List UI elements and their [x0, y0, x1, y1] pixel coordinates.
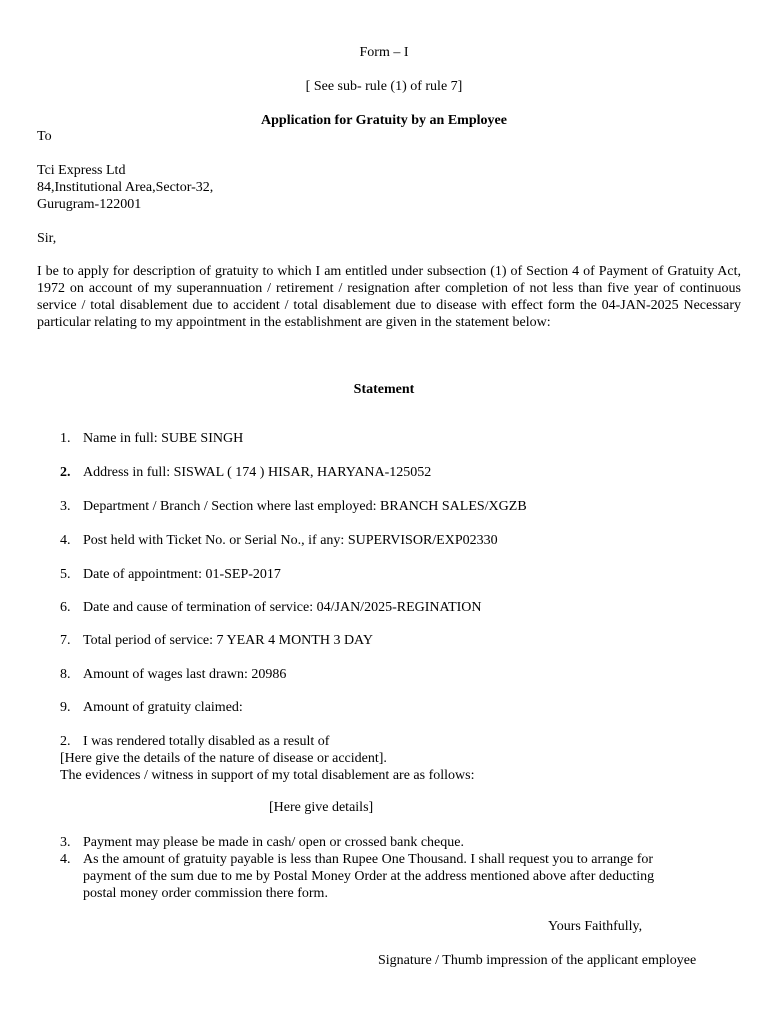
item-address: Address in full: SISWAL ( 174 ) HISAR, HARYANA-125052 — [83, 465, 432, 480]
give-details-placeholder: [Here give details] — [269, 800, 374, 815]
to-label: To — [37, 129, 52, 144]
payment-text: Payment may please be made in cash/ open or crossed bank cheque. — [83, 835, 464, 850]
money-order-line1: As the amount of gratuity payable is less than Rupee One Thousand. I shall request you to arrange for — [83, 852, 654, 867]
application-title: Application for Gratuity by an Employee — [261, 113, 507, 128]
company-address-line1: 84,Institutional Area,Sector-32, — [37, 180, 214, 195]
item-gratuity-claimed: Amount of gratuity claimed: — [83, 700, 243, 715]
item-number: 4. — [60, 533, 71, 548]
money-order-number: 4. — [60, 852, 71, 867]
money-order-line2: payment of the sum due to me by Postal Money Order at the address mentioned above after deducting — [83, 869, 655, 884]
item-number: 9. — [60, 700, 71, 715]
payment-number: 3. — [60, 835, 71, 850]
money-order-line3: postal money order commission there form. — [83, 886, 328, 901]
item-date-of-appointment: Date of appointment: 01-SEP-2017 — [83, 567, 281, 582]
item-name-in-full: Name in full: SUBE SINGH — [83, 431, 244, 446]
item-post-held: Post held with Ticket No. or Serial No., if any: SUPERVISOR/EXP02330 — [83, 533, 498, 548]
company-address-line2: Gurugram-122001 — [37, 197, 142, 212]
evidence-line: The evidences / witness in support of my total disablement are as follows: — [60, 768, 475, 783]
item-number: 6. — [60, 600, 71, 615]
item-number: 5. — [60, 567, 71, 582]
item-number: 7. — [60, 633, 71, 648]
item-department: Department / Branch / Section where last employed: BRANCH SALES/XGZB — [83, 499, 527, 514]
disability-text: I was rendered totally disabled as a result of — [83, 734, 330, 749]
signature-line: Signature / Thumb impression of the applicant employee — [378, 953, 697, 968]
item-termination: Date and cause of termination of service: 04/JAN/2025-REGINATION — [83, 600, 482, 615]
item-number: 8. — [60, 667, 71, 682]
body-paragraph: I be to apply for description of gratuity to which I am entitled under subsection (1) of Section 4 of Payment of Gratuity Act, 1972 on account of my superannuation / retirement / resignation after completion of not less than five year of continuous service / total disablement due to accident / total disablement due to disease with effect form the 04-JAN-2025 Necessary particular relating to my appointment in the establishment are given in the statement below: — [37, 264, 741, 330]
disability-details-line: [Here give the details of the nature of disease or accident]. — [60, 751, 387, 766]
item-number: 1. — [60, 431, 71, 446]
disability-number: 2. — [60, 734, 71, 749]
form-title: Form – I — [359, 45, 409, 60]
yours-faithfully: Yours Faithfully, — [548, 919, 643, 934]
company-name: Tci Express Ltd — [37, 163, 126, 178]
salutation: Sir, — [37, 231, 57, 246]
item-wages: Amount of wages last drawn: 20986 — [83, 667, 287, 682]
item-total-period: Total period of service: 7 YEAR 4 MONTH 3 DAY — [83, 633, 373, 648]
item-number: 2. — [60, 465, 71, 480]
rule-reference: [ See sub- rule (1) of rule 7] — [305, 79, 463, 94]
item-number: 3. — [60, 499, 71, 514]
statement-heading: Statement — [353, 382, 415, 397]
